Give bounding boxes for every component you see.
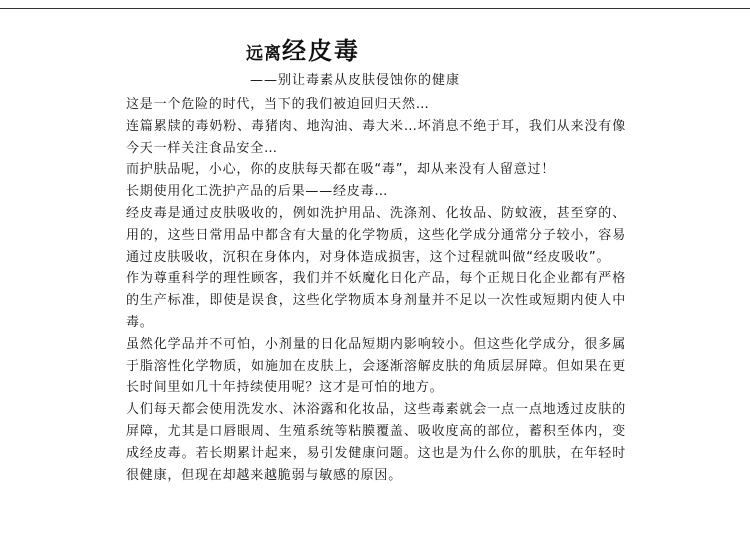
title-main: 经皮毒 bbox=[282, 37, 360, 65]
paragraph: 而护肤品呢，小心，你的皮肤每天都在吸“毒”，却从来没有人留意过！ bbox=[126, 162, 556, 178]
paragraph: 作为尊重科学的理性顾客，我们并不妖魔化日化产品，每个正规日化企业都有严格的生产标准，即使是误食，这些化学物质本身剂量并不足以一次性或短期内使人中毒。 bbox=[126, 271, 626, 330]
paragraph: 人们每天都会使用洗发水、沐浴露和化妆品，这些毒素就会一点一点地透过皮肤的屏障，尤其是口唇眼周、生殖系统等粘膜覆盖、吸收度高的部位，蓄积至体内，变成经皮毒。若长期累计起来，易引发健康问题。这也是为什么你的肌肤，在年轻时很健康，但现在却越来越脆弱与敏感的原因。 bbox=[126, 402, 626, 483]
paragraph: 这是一个危险的时代，当下的我们被迫回归天然… bbox=[126, 97, 430, 112]
paragraph: 连篇累牍的毒奶粉、毒猪肉、地沟油、毒大米…坏消息不绝于耳，我们从来没有像今天一样关注食品安全… bbox=[126, 118, 626, 156]
article-subtitle: ——别让毒素从皮肤侵蚀你的健康 bbox=[250, 73, 461, 88]
paragraph: 虽然化学品并不可怕，小剂量的日化品短期内影响较小。但这些化学成分，很多属于脂溶性化学物质，如施加在皮肤上，会逐渐溶解皮肤的角质层屏障。但如果在更长时间里如几十年持续使用呢？这才是可怕的地方。 bbox=[126, 336, 626, 396]
title-prefix: 远离 bbox=[246, 44, 282, 64]
article-title bbox=[246, 31, 360, 66]
article-body bbox=[126, 94, 626, 486]
top-divider-line bbox=[0, 8, 750, 9]
paragraph: 长期使用化工洗护产品的后果——经皮毒… bbox=[126, 184, 389, 200]
paragraph: 经皮毒是通过皮肤吸收的，例如洗护用品、洗涤剂、化妆品、防蚊液，甚至穿的、用的，这些日常用品中都含有大量的化学物质，这些化学成分通常分子较小，容易通过皮肤吸收，沉积在身体内，对身体造成损害，这个过程就叫做“经皮吸收”。 bbox=[126, 205, 626, 265]
